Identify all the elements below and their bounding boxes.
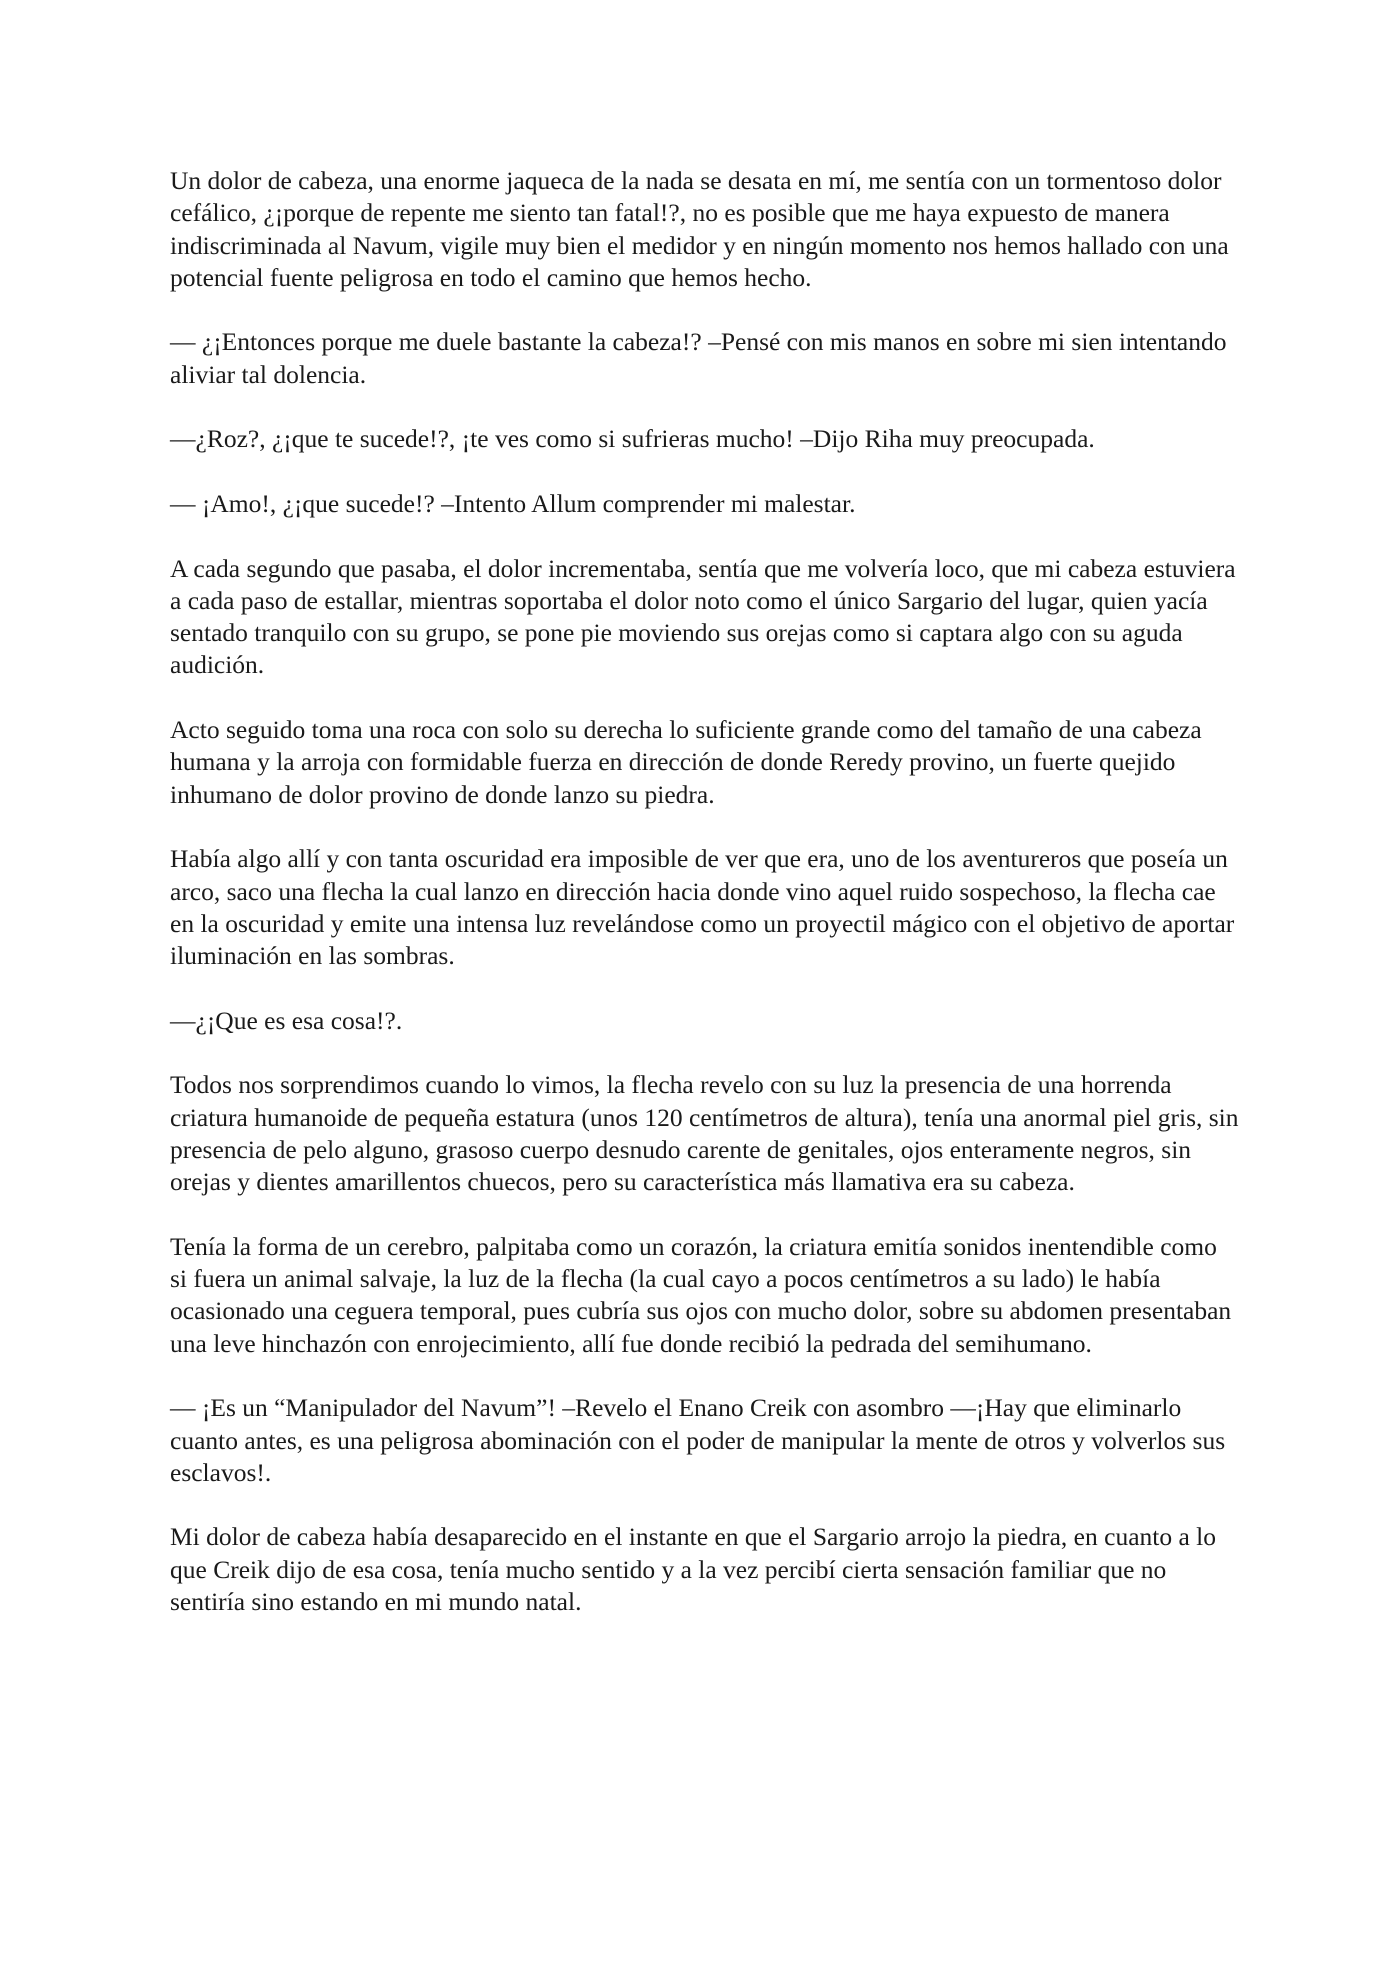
dialogue-paragraph: — ¿¡Entonces porque me duele bastante la cabeza!? –Pensé con mis manos en sobre mi sien intentando aliviar tal dolencia.: [170, 327, 1227, 389]
paragraph: Mi dolor de cabeza había desaparecido en el instante en que el Sargario arrojo la piedra, en cuanto a lo que Creik dijo de esa cosa, tenía mucho sentido y a la vez percibí cierta sensación familiar que no sentiría sino estando en mi mundo natal.: [170, 1522, 1216, 1617]
dialogue-paragraph: — ¡Es un “Manipulador del Navum”! –Revelo el Enano Creik con asombro —¡Hay que eliminarlo cuanto antes, es una peligrosa abominación con el poder de manipular la mente de otros y volverlos sus esclavos!.: [170, 1393, 1226, 1487]
paragraph: Tenía la forma de un cerebro, palpitaba como un corazón, la criatura emitía sonidos inentendible como si fuera un animal salvaje, la luz de la flecha (la cual cayo a pocos centímetros a su lado) le había ocasionado una ceguera temporal, pues cubría sus ojos con mucho dolor, sobre su abdomen presentaban una leve hinchazón con enrojecimiento, allí fue donde recibió la pedrada del semihumano.: [170, 1231, 1232, 1358]
paragraph: A cada segundo que pasaba, el dolor incrementaba, sentía que me volvería loco, que mi cabeza estuviera a cada paso de estallar, mientras soportaba el dolor noto como el único Sargario del lugar, quien yacía sentado tranquilo con su grupo, se pone pie moviendo sus orejas como si captara algo con su aguda audición.: [170, 553, 1236, 680]
paragraph: Había algo allí y con tanta oscuridad era imposible de ver que era, uno de los aventureros que poseía un arco, saco una flecha la cual lanzo en dirección hacia donde vino aquel ruido sospechoso, la flecha cae en la oscuridad y emite una intensa luz revelándose como un proyectil mágico con el objetivo de aportar iluminación en las sombras.: [170, 844, 1235, 971]
document-body: [170, 165, 1240, 1651]
dialogue-paragraph: —¿Roz?, ¿¡que te sucede!?, ¡te ves como si sufrieras mucho! –Dijo Riha muy preocupada.: [170, 424, 1095, 454]
paragraph: Acto seguido toma una roca con solo su derecha lo suficiente grande como del tamaño de una cabeza humana y la arroja con formidable fuerza en dirección de donde Reredy provino, un fuerte quejido inhumano de dolor provino de donde lanzo su piedra.: [170, 715, 1202, 809]
paragraph: Un dolor de cabeza, una enorme jaqueca de la nada se desata en mí, me sentía con un tormentoso dolor cefálico, ¿¡porque de repente me siento tan fatal!?, no es posible que me haya expuesto de manera indiscriminada al Navum, vigile muy bien el medidor y en ningún momento nos hemos hallado con una potencial fuente peligrosa en todo el camino que hemos hecho.: [170, 166, 1229, 292]
paragraph: Todos nos sorprendimos cuando lo vimos, la flecha revelo con su luz la presencia de una horrenda criatura humanoide de pequeña estatura (unos 120 centímetros de altura), tenía una anormal piel gris, sin presencia de pelo alguno, grasoso cuerpo desnudo carente de genitales, ojos enteramente negros, sin orejas y dientes amarillentos chuecos, pero su característica más llamativa era su cabeza.: [170, 1070, 1239, 1197]
dialogue-paragraph: —¿¡Que es esa cosa!?.: [170, 1005, 403, 1035]
dialogue-paragraph: — ¡Amo!, ¿¡que sucede!? –Intento Allum comprender mi malestar.: [170, 488, 856, 518]
